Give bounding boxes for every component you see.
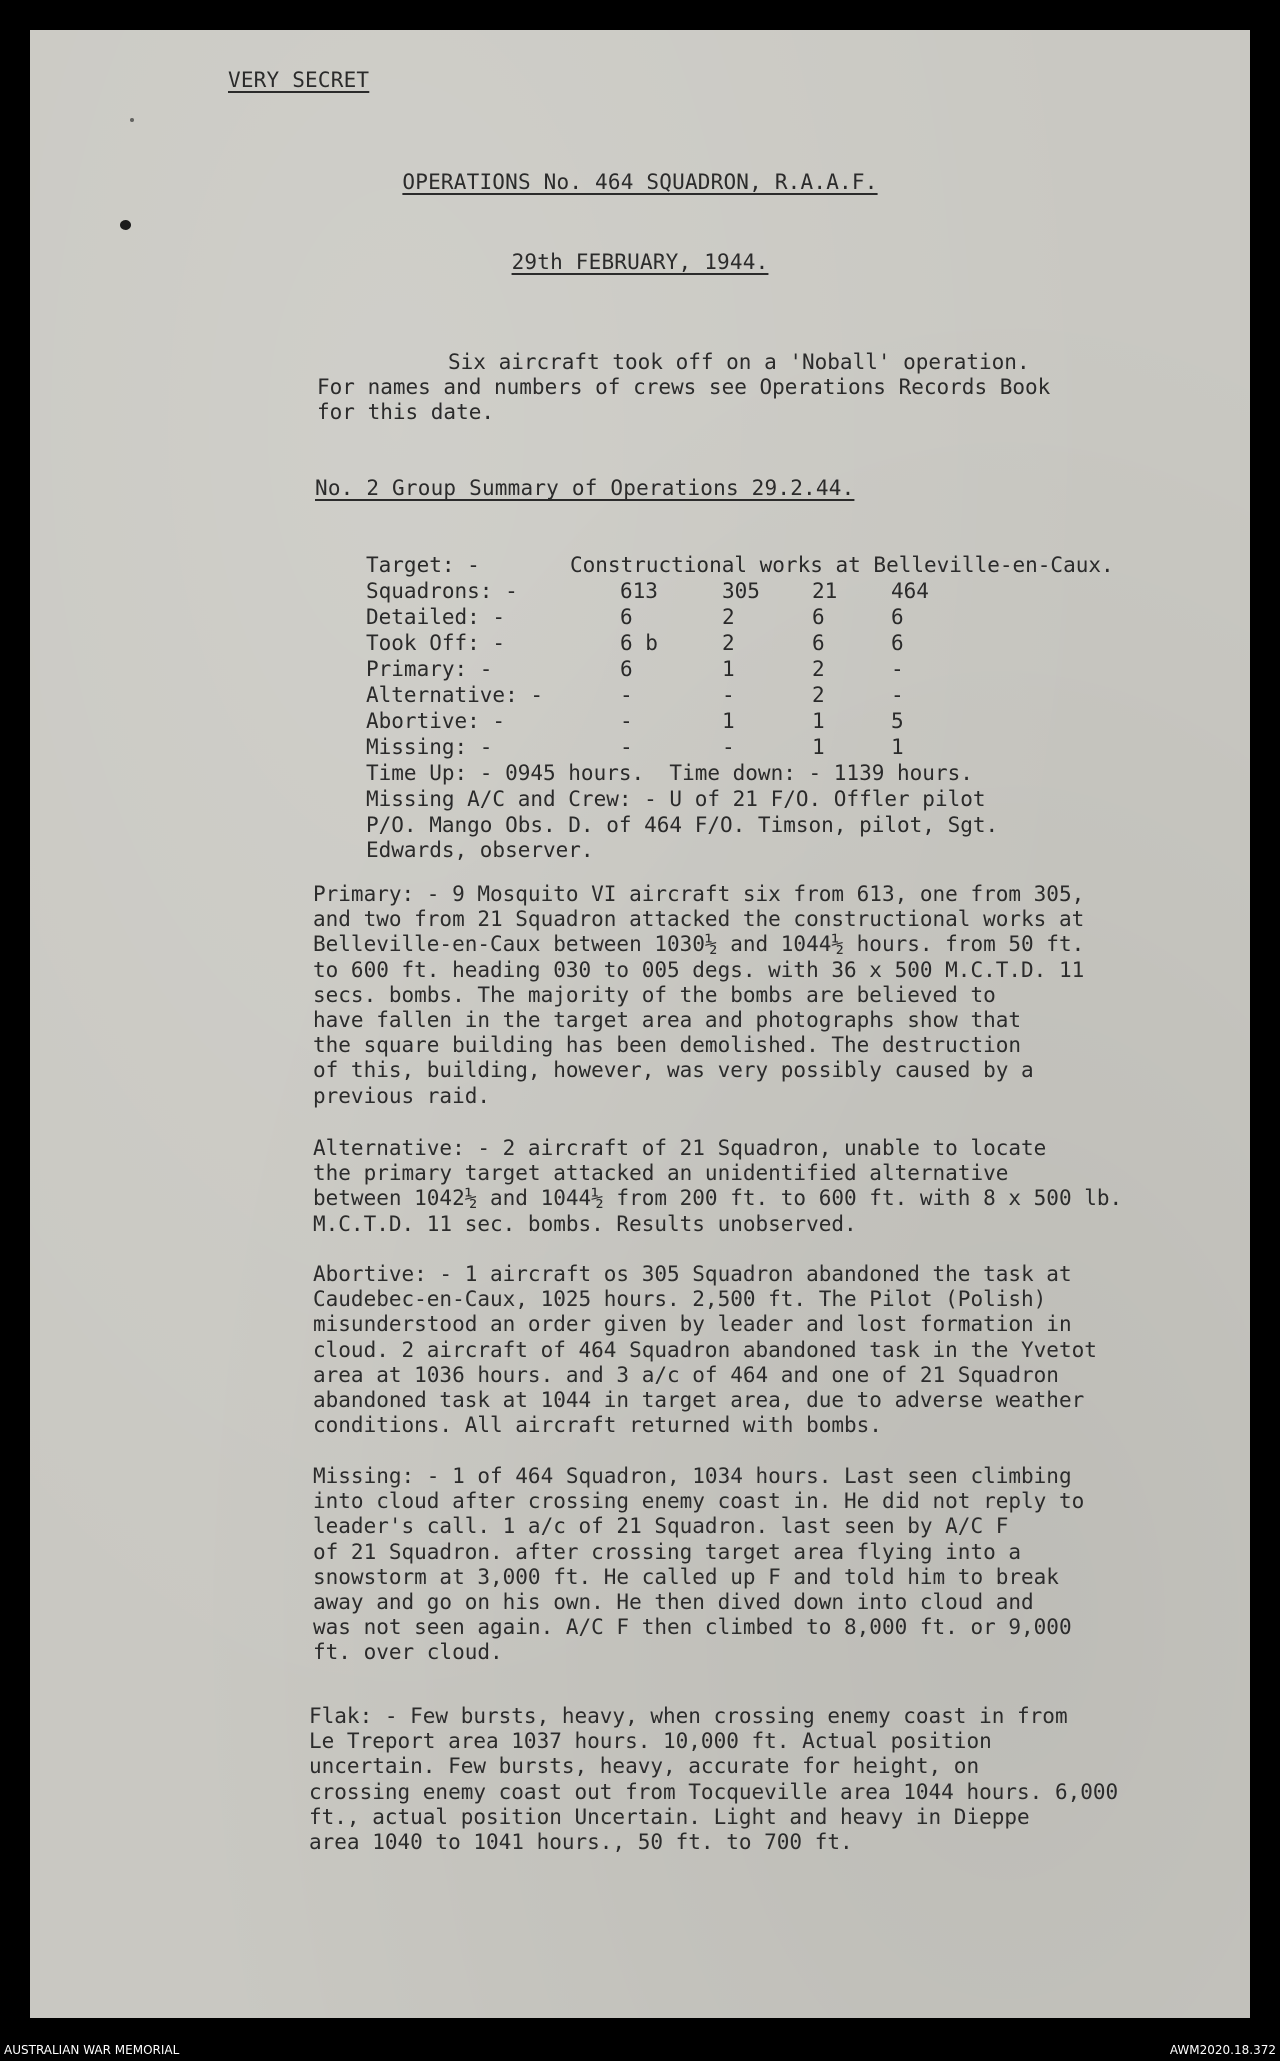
row-label: Squadrons: - <box>366 579 518 603</box>
summary-heading: No. 2 Group Summary of Operations 29.2.44. <box>315 476 855 500</box>
target-label: Target: - <box>366 553 480 577</box>
document-date: 29th FEBRUARY, 1944. <box>511 250 769 274</box>
missing-paragraph: Missing: - 1 of 464 Squadron, 1034 hours. Last seen climbing into cloud after crossing enemy coast in. He did not reply to leader's call. 1 a/c of 21 Squadron. last seen by A/C F of 21 Squadron. after crossing target area flying into a snowstorm at 3,000 ft. He called up F and told him to break away and go on his own. He then dived down into cloud and was not seen again. A/C F then climbed to 8,000 ft. or 9,000 ft. over cloud. <box>313 1464 1085 1665</box>
row-value: 6 <box>812 605 825 629</box>
row-value: - <box>722 683 735 707</box>
row-value: 613 <box>620 579 658 603</box>
row-value: 6 <box>891 631 904 655</box>
row-label: Missing: - <box>366 735 493 759</box>
row-label: Took Off: - <box>366 631 506 655</box>
summary-row <box>366 735 1226 761</box>
row-value: 2 <box>812 683 825 707</box>
target-row <box>366 553 1226 579</box>
row-label: Abortive: - <box>366 709 506 733</box>
alternative-paragraph: Alternative: - 2 aircraft of 21 Squadron, unable to locate the primary target attacked an unidentified alternative between 1042½ and 1044½ from 200 ft. to 600 ft. with 8 x 500 lb. M.C.T.D. 11 sec. bombs. Results unobserved. <box>313 1136 1123 1236</box>
archive-reference: AWM2020.18.372 <box>1169 2043 1276 2057</box>
row-value: - <box>891 657 904 681</box>
ink-speck <box>130 118 134 122</box>
row-value: 2 <box>722 631 735 655</box>
missing-crew: Missing A/C and Crew: - U of 21 F/O. Offler pilot P/O. Mango Obs. D. of 464 F/O. Timson, pilot, Sgt. Edwards, observer. <box>366 787 999 862</box>
summary-table <box>366 553 1226 862</box>
summary-row <box>366 605 1226 631</box>
time-line: Time Up: - 0945 hours. Time down: - 1139 hours. <box>366 761 973 785</box>
row-label: Detailed: - <box>366 605 506 629</box>
row-value: 305 <box>722 579 760 603</box>
row-value: - <box>620 683 633 707</box>
row-value: 1 <box>812 709 825 733</box>
row-value: 2 <box>722 605 735 629</box>
row-value: 1 <box>722 709 735 733</box>
primary-paragraph: Primary: - 9 Mosquito VI aircraft six from 613, one from 305, and two from 21 Squadron attacked the constructional works at Belleville-en-Caux between 1030½ and 1044½ hours. from 50 ft. to 600 ft. heading 030 to 005 degs. with 36 x 500 M.C.T.D. 11 secs. bombs. The majority of the bombs are believed to have fallen in the target area and photographs show that the square building has been demolished. The destruction of this, building, however, was very possibly caused by a previous raid. <box>313 882 1085 1108</box>
summary-row <box>366 657 1226 683</box>
row-value: 6 <box>620 605 633 629</box>
row-value: - <box>722 735 735 759</box>
row-value: 6 <box>891 605 904 629</box>
ink-spot <box>120 220 131 230</box>
row-value: 6 <box>620 657 633 681</box>
row-value: 21 <box>812 579 838 603</box>
row-value: 5 <box>891 709 904 733</box>
row-value: - <box>891 683 904 707</box>
row-value: 1 <box>891 735 904 759</box>
row-value: 6 <box>812 631 825 655</box>
summary-row <box>366 579 1226 605</box>
row-label: Alternative: - <box>366 683 544 707</box>
row-value: 464 <box>891 579 929 603</box>
row-value: 1 <box>722 657 735 681</box>
flak-paragraph: Flak: - Few bursts, heavy, when crossing enemy coast in from Le Treport area 1037 hours. 10,000 ft. Actual position uncertain. Few bursts, heavy, accurate for height, on crossing enemy coast out from Tocqueville area 1044 hours. 6,000 ft., actual position Uncertain. Light and heavy in Dieppe area 1040 to 1041 hours., 50 ft. to 700 ft. <box>309 1704 1119 1855</box>
summary-row <box>366 631 1226 657</box>
archive-credit: AUSTRALIAN WAR MEMORIAL <box>4 2043 180 2057</box>
document-title: OPERATIONS No. 464 SQUADRON, R.A.A.F. <box>402 170 878 194</box>
target-value: Constructional works at Belleville-en-Caux. <box>570 553 1114 577</box>
intro-paragraph: Six aircraft took off on a 'Noball' operation. For names and numbers of crews see Operations Records Book for this date. <box>317 350 1051 425</box>
row-value: - <box>620 709 633 733</box>
row-value: 2 <box>812 657 825 681</box>
row-value: - <box>620 735 633 759</box>
summary-row <box>366 709 1226 735</box>
classification-label: VERY SECRET <box>228 68 370 92</box>
row-value: 1 <box>812 735 825 759</box>
abortive-paragraph: Abortive: - 1 aircraft os 305 Squadron abandoned the task at Caudebec-en-Caux, 1025 hours. 2,500 ft. The Pilot (Polish) misunderstood an order given by leader and lost formation in cloud. 2 aircraft of 464 Squadron abandoned task in the Yvetot area at 1036 hours. and 3 a/c of 464 and one of 21 Squadron abandoned task at 1044 in target area, due to adverse weather conditions. All aircraft returned with bombs. <box>313 1262 1097 1438</box>
row-value: 6 b <box>620 631 658 655</box>
summary-row <box>366 683 1226 709</box>
row-label: Primary: - <box>366 657 493 681</box>
document-page <box>30 30 1250 2018</box>
